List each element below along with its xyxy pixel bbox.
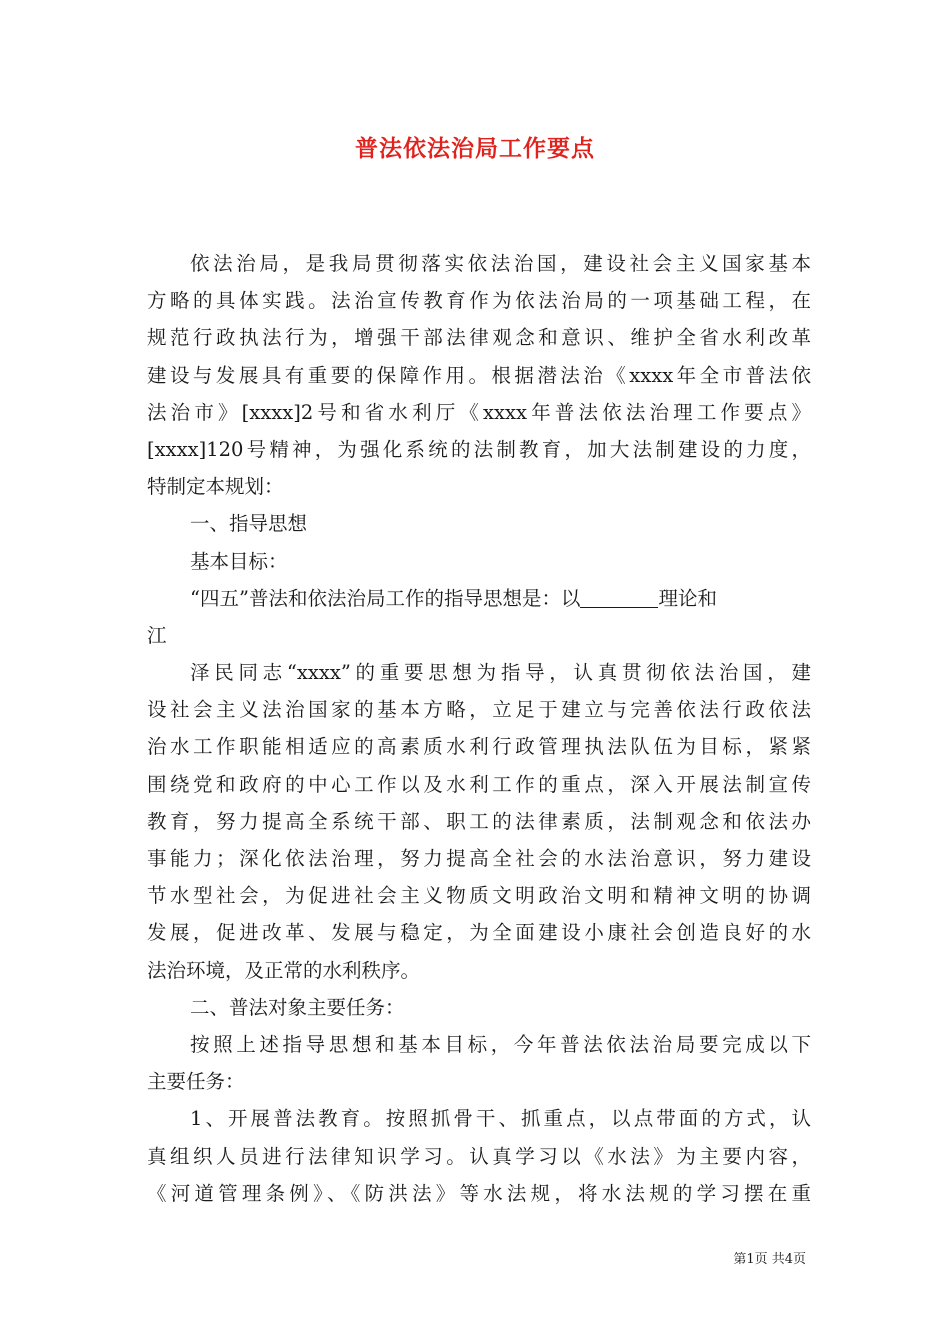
text-line: 治水工作职能相适应的高素质水利行政管理执法队伍为目标，紧紧 [147, 735, 811, 759]
text-line: 二、普法对象主要任务： [190, 995, 405, 1019]
text-segment: 理论和 [658, 586, 717, 610]
text-line: 建设与发展具有重要的保障作用。根据潜法治《xxxx年全市普法依 [147, 363, 811, 387]
text-line: 江 [147, 623, 167, 647]
text-line: 泽民同志“xxxx”的重要思想为指导，认真贯彻依法治国，建 [190, 661, 811, 685]
text-line: 按照上述指导思想和基本目标，今年普法依法治局要完成以下 [190, 1032, 811, 1056]
page-title: 普法依法治局工作要点 [355, 135, 595, 162]
text-line: 事能力；深化依法治理，努力提高全社会的水法治意识，努力建设 [147, 847, 811, 870]
document-body [147, 245, 811, 1212]
text-line: 规范行政执法行为，增强干部法律观念和意识、维护全省水利改革 [147, 326, 811, 350]
text-line: 节水型社会，为促进社会主义物质文明政治文明和精神文明的协调 [147, 884, 811, 908]
text-line: 《河道管理条例》、《防洪法》等水法规，将水法规的学习摆在重 [147, 1181, 811, 1205]
text-line [147, 580, 811, 617]
text-line: 基本目标： [190, 549, 288, 573]
text-line: 方略的具体实践。法治宣传教育作为依法治局的一项基础工程，在 [147, 289, 811, 313]
text-line: 设社会主义法治国家的基本方略，立足于建立与完善依法行政依法 [147, 698, 811, 722]
text-line: 依法治局，是我局贯彻落实依法治国，建设社会主义国家基本 [190, 252, 811, 275]
text-line: 1、开展普法教育。按照抓骨干、抓重点，以点带面的方式，认 [190, 1107, 811, 1131]
text-line: 发展，促进改革、发展与稳定，为全面建设小康社会创造良好的水 [147, 921, 811, 945]
text-line: 教育，努力提高全系统干部、职工的法律素质，法制观念和依法办 [147, 809, 811, 833]
fill-in-blank [580, 587, 658, 608]
text-line: 特制定本规划： [147, 475, 284, 499]
page-number: 第1页 共4页 [733, 1252, 806, 1267]
text-line: 围绕党和政府的中心工作以及水利工作的重点，深入开展法制宣传 [147, 772, 811, 796]
text-line: 法治市》[xxxx]2号和省水利厅《xxxx年普法依法治理工作要点》 [147, 400, 811, 424]
text-line: 主要任务： [147, 1070, 245, 1094]
text-line: 真组织人员进行法律知识学习。认真学习以《水法》为主要内容， [147, 1144, 811, 1168]
text-line: [xxxx]120号精神，为强化系统的法制教育，加大法制建设的力度， [147, 437, 811, 461]
text-segment: “四五”普法和依法治局工作的指导思想是：以 [190, 586, 581, 610]
text-line: 法治环境，及正常的水利秩序。 [147, 958, 421, 982]
text-line: 一、指导思想 [190, 512, 308, 536]
